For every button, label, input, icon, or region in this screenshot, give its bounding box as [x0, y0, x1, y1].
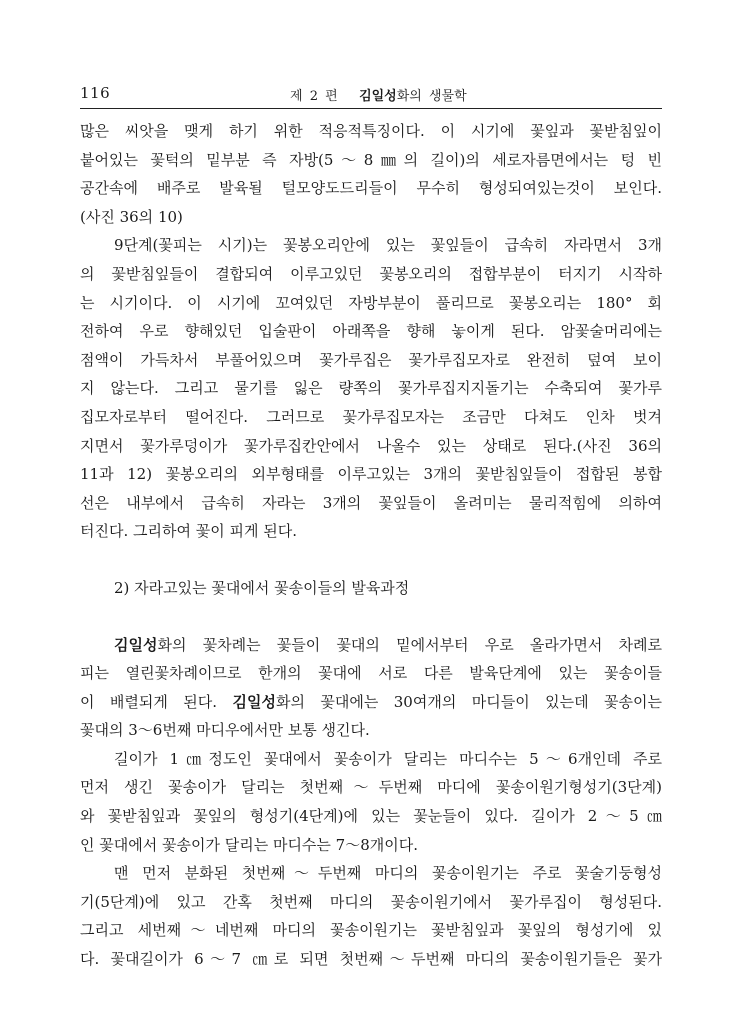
text-line: 선은 내부에서 급속히 자라는 3개의 꽃잎들이 올려미는 물리적힘에 의하여 [80, 493, 662, 512]
text-line: 그리고 세번째～네번째 마디의 꽃송이원기는 꽃받침잎과 꽃잎의 형성기에 있 [80, 921, 662, 940]
text-line: 지면서 꽃가루덩이가 꽃가루집칸안에서 나올수 있는 상태로 된다.(사진 36의 [80, 436, 662, 455]
spacer [80, 546, 662, 574]
text-line: 전하여 우로 향해있던 입술판이 아래쪽을 향해 놓이게 된다. 암꽃술머리에는 [80, 322, 662, 341]
text-line: 지 않는다. 그리고 물기를 잃은 량쪽의 꽃가루집지지돌기는 수축되여 꽃가루 [80, 379, 662, 398]
running-title-rest: 화의 생물학 [396, 89, 467, 104]
text-line: 점액이 가득차서 부풀어있으며 꽃가루집은 꽃가루집모자로 완전히 덮여 보이 [80, 350, 662, 369]
text-line: 11과 12) 꽃봉오리의 외부형태를 이루고있는 3개의 꽃받침잎들이 접합된 봉합 [80, 465, 662, 484]
running-title-part: 제 2 편 [290, 89, 338, 104]
text-line: 공간속에 배주로 발육될 털모양도드리들이 무수히 형성되여있는것이 보인다. [80, 179, 662, 198]
bold-name: 김일성 [114, 635, 158, 654]
text-line: 붙어있는 꽃턱의 밑부분 즉 자방(5～8㎜의 길이)의 세로자름면에서는 텅 빈 [80, 150, 662, 169]
text-line [80, 688, 662, 717]
text-span: 화의 꽃대에는 30여개의 마디들이 있는데 꽃송이는 [275, 692, 662, 711]
text-line: 터진다. 그리하여 꽃이 피게 된다. [80, 522, 297, 541]
text-line: 집모자로부터 떨어진다. 그러므로 꽃가루집모자는 조금만 다쳐도 인차 벗겨 [80, 407, 662, 426]
text-line: 꽃대의 3～6번째 마디우에서만 보통 생긴다. [80, 721, 370, 740]
text-line: 의 꽃받침잎들이 결합되여 이루고있던 꽃봉오리의 접합부분이 터지기 시작하 [80, 264, 662, 283]
body-text [80, 117, 662, 974]
text-line: 다. 꽃대길이가 6～7 ㎝로 되면 첫번째～두번째 마디의 꽃송이원기들은 꽃가 [80, 950, 662, 969]
text-line: 많은 씨앗을 맺게 하기 위한 적응적특징이다. 이 시기에 꽃잎과 꽃받침잎이 [80, 122, 662, 140]
running-title-bold: 김일성 [359, 89, 397, 104]
text-line: 는 시기이다. 이 시기에 꼬여있던 자방부분이 풀리므로 꽃봉오리는 180° 회 [80, 293, 662, 312]
section-heading: 2) 자라고있는 꽃대에서 꽃송이들의 발육과정 [114, 578, 410, 597]
page-header [80, 82, 662, 109]
spacer [80, 603, 662, 631]
text-line: 9단계(꽃피는 시기)는 꽃봉오리안에 있는 꽃잎들이 급속히 자라면서 3개 [114, 236, 662, 255]
text-line: 기(5단계)에 있고 간혹 첫번째 마디의 꽃송이원기에서 꽃가루집이 형성된다. [80, 892, 662, 911]
bold-name: 김일성 [232, 692, 276, 711]
text-line: 와 꽃받침잎과 꽃잎의 형성기(4단계)에 있는 꽃눈들이 있다. 길이가 2～5㎝ [80, 807, 662, 826]
text-line: (사진 36의 10) [80, 207, 183, 226]
text-line: 먼저 생긴 꽃송이가 달리는 첫번째～두번째 마디에 꽃송이원기형성기(3단계) [80, 778, 662, 797]
text-line: 길이가 1㎝정도인 꽃대에서 꽃송이가 달리는 마디수는 5～6개인데 주로 [114, 749, 662, 768]
text-line: 피는 열린꽃차례이므로 한개의 꽃대에 서로 다른 발육단계에 있는 꽃송이들 [80, 664, 662, 683]
text-line [80, 631, 662, 660]
text-line: 인 꽃대에서 꽃송이가 달리는 마디수는 7～8개이다. [80, 835, 419, 854]
running-title [290, 85, 467, 104]
page-number: 116 [80, 84, 111, 102]
text-span: 화의 꽃차례는 꽃들이 꽃대의 밑에서부터 우로 올라가면서 차례로 [157, 635, 662, 654]
text-line: 맨 먼저 분화된 첫번째～두번째 마디의 꽃송이원기는 주로 꽃술기둥형성 [114, 864, 662, 883]
text-span: 이 배렬되게 된다. [80, 692, 233, 711]
